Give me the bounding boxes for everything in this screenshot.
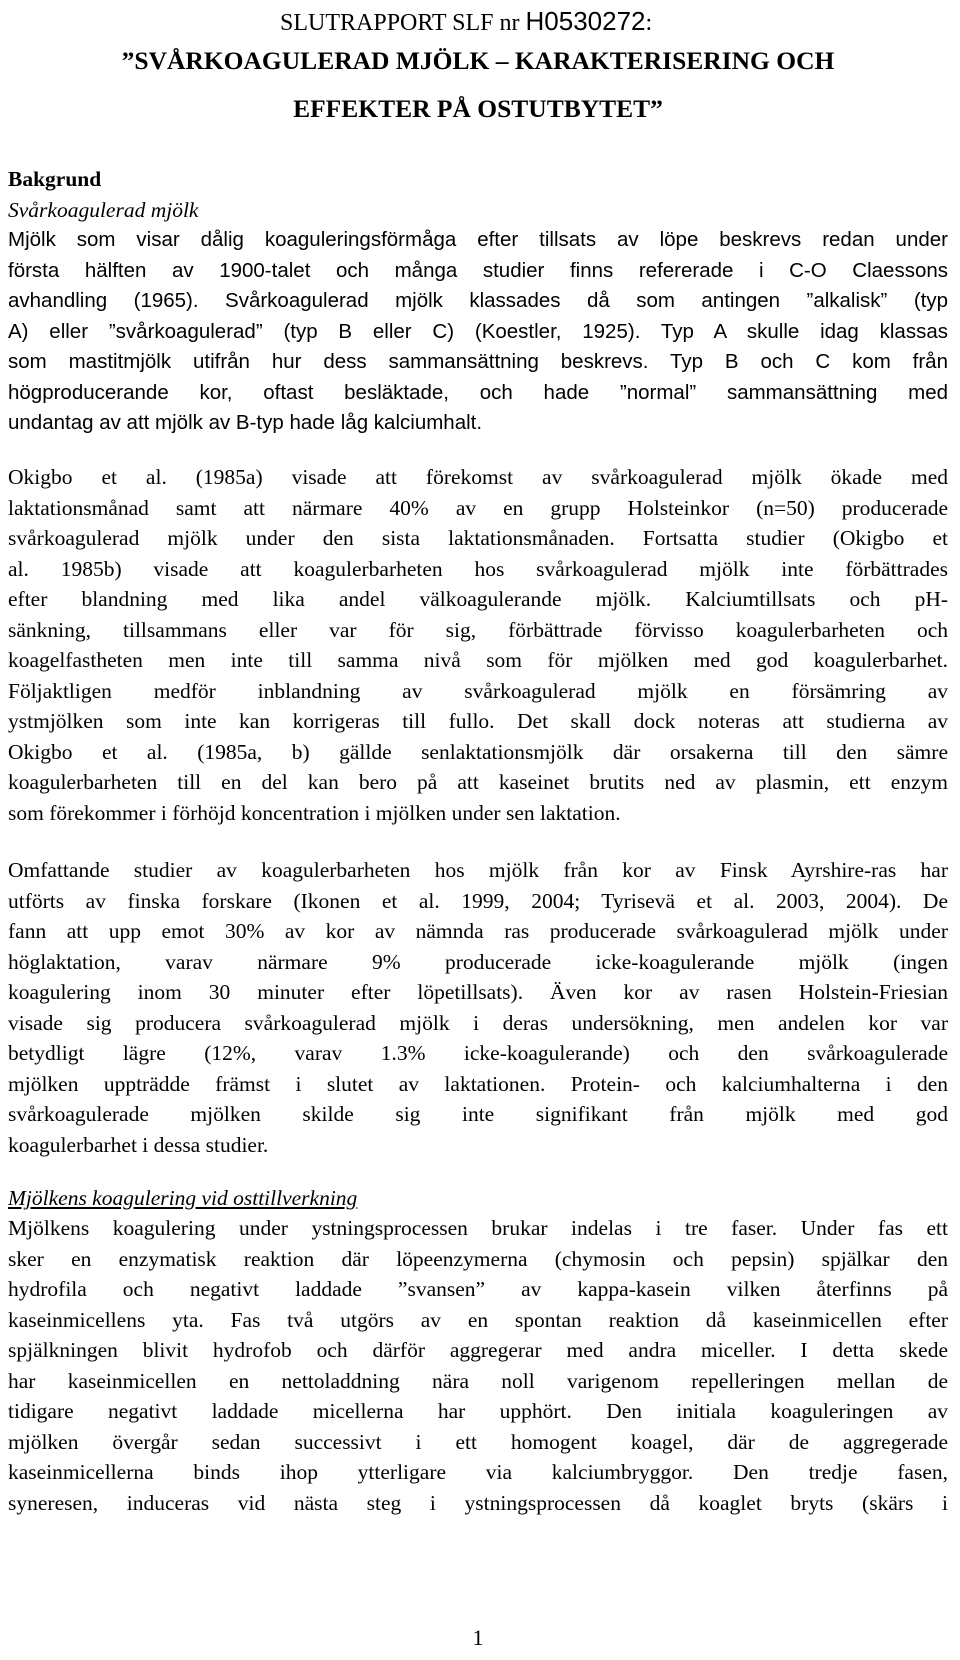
paragraph-3 <box>8 855 948 1160</box>
section-heading: Bakgrund <box>8 167 102 191</box>
paragraph-line: al. 1985b) visade att koagulerbarheten hos svårkoagulerad mjölk inte förbättrades <box>8 556 948 581</box>
paragraph-line: Okigbo et al. (1985a, b) gällde senlaktationsmjölk där orsakerna till den sämre <box>8 739 948 764</box>
paragraph-line: svårkoagulerad mjölk under den sista laktationsmånaden. Fortsatta studier (Okigbo et <box>8 526 948 550</box>
paragraph-line: sänkning, tillsammans eller var för sig, förbättrade förvisso koagulerbarheten och <box>8 617 948 642</box>
paragraph-line: visade sig producera svårkoagulerad mjölk i deras undersökning, men andelen kor var <box>8 1010 948 1035</box>
paragraph-line: syneresen, induceras vid nästa steg i ystningsprocessen då koaglet bryts (skärs i <box>8 1490 948 1515</box>
paragraph-line: Omfattande studier av koagulerbarheten hos mjölk från kor av Finsk Ayrshire-ras har <box>8 858 948 882</box>
paragraph-line: Följaktligen medför inblandning av svårkoagulerad mjölk en försämring av <box>8 678 948 703</box>
paragraph-line: kaseinmicellens yta. Fas två utgörs av en spontan reaktion då kaseinmicellen efter <box>8 1307 948 1332</box>
report-label: SLUTRAPPORT SLF nr <box>280 10 526 36</box>
paragraph-line: höglaktation, varav närmare 9% producerade icke-koagulerande mjölk (ingen <box>8 949 948 974</box>
paragraph-line: Mjölk som visar dålig koaguleringsförmåga efter tillsats av löpe beskrevs redan under <box>8 228 948 251</box>
paragraph-line: Okigbo et al. (1985a) visade att förekomst av svårkoagulerad mjölk ökade med <box>8 465 948 489</box>
report-header <box>280 6 652 37</box>
paragraph-1 <box>8 225 948 439</box>
paragraph-line: tidigare negativt laddade micellerna har upphört. Den initiala koaguleringen av <box>8 1399 948 1423</box>
paragraph-line: A) eller ”svårkoagulerad” (typ B eller C) (Koestler, 1925). Typ A skulle idag klassas <box>8 319 948 343</box>
paragraph-line: hydrofila och negativt laddade ”svansen” av kappa-kasein vilken återfinns på <box>8 1277 948 1301</box>
title-line-1: ”SVÅRKOAGULERAD MJÖLK – KARAKTERISERING OCH <box>121 46 835 75</box>
paragraph-line: koagulering inom 30 minuter efter löpetillsats). Även kor av rasen Holstein-Friesian <box>8 980 948 1004</box>
paragraph-line: betydligt lägre (12%, varav 1.3% icke-koagulerande) och den svårkoagulerade <box>8 1041 948 1065</box>
paragraph-line: mjölken övergår sedan successivt i ett homogent koagel, där de aggregerade <box>8 1429 948 1454</box>
paragraph-line: ystmjölken som inte kan korrigeras till fullo. Det skall dock noteras att studierna av <box>8 709 948 733</box>
report-colon: : <box>645 10 653 36</box>
paragraph-line: koagulerbarhet i dessa studier. <box>8 1132 269 1157</box>
paragraph-line: sker en enzymatisk reaktion där löpeenzymerna (chymosin och pepsin) spjälkar den <box>8 1246 948 1271</box>
paragraph-line: Mjölkens koagulering under ystningsprocessen brukar indelas i tre faser. Under fas ett <box>8 1216 948 1240</box>
paragraph-2 <box>8 462 948 828</box>
paragraph-line: som mastitmjölk utifrån hur dess sammansättning beskrevs. Typ B och C kom från <box>8 350 948 373</box>
section-heading: Mjölkens koagulering vid osttillverkning <box>8 1186 358 1210</box>
paragraph-line: undantag av att mjölk av B-typ hade låg kalciumhalt. <box>8 411 483 434</box>
paragraph-line: kaseinmicellerna binds ihop ytterligare via kalciumbryggor. Den tredje fasen, <box>8 1460 948 1484</box>
title-line-2: EFFEKTER PÅ OSTUTBYTET” <box>293 94 663 123</box>
paragraph-line: svårkoagulerade mjölken skilde sig inte signifikant från mjölk med god <box>8 1102 948 1126</box>
paragraph-line: avhandling (1965). Svårkoagulerad mjölk klassades då som antingen ”alkalisk” (typ <box>8 289 948 312</box>
report-number: H0530272 <box>525 6 646 36</box>
paragraph-line: högproducerande kor, oftast besläktade, och hade ”normal” sammansättning med <box>8 380 948 404</box>
paragraph-line: har kaseinmicellen en nettoladdning nära noll varigenom repelleringen mellan de <box>8 1368 948 1393</box>
section-subheading: Svårkoagulerad mjölk <box>8 197 199 222</box>
paragraph-line: första hälften av 1900-talet och många studier finns refererade i C-O Claessons <box>8 258 948 282</box>
paragraph-line: koagelfastheten men inte till samma nivå som för mjölken med god koagulerbarhet. <box>8 648 948 672</box>
paragraph-line: mjölken uppträdde främst i slutet av laktationen. Protein- och kalciumhalterna i den <box>8 1071 948 1096</box>
section-bakgrund <box>8 164 948 225</box>
paragraph-line: som förekommer i förhöjd koncentration i mjölken under sen laktation. <box>8 800 621 825</box>
paragraph-line: spjälkningen blivit hydrofob och därför aggregerar med andra miceller. I detta skede <box>8 1338 948 1362</box>
paragraph-line: efter blandning med lika andel välkoagulerande mjölk. Kalciumtillsats och pH- <box>8 587 948 611</box>
paragraph-line: utförts av finska forskare (Ikonen et al. 1999, 2004; Tyrisevä et al. 2003, 2004). De <box>8 888 948 913</box>
page-number: 1 <box>472 1625 484 1650</box>
paragraph-line: laktationsmånad samt att närmare 40% av en grupp Holsteinkor (n=50) producerade <box>8 495 948 520</box>
section-koagulering <box>8 1183 948 1214</box>
paragraph-4 <box>8 1213 948 1518</box>
paragraph-line: fann att upp emot 30% av kor av nämnda ras producerade svårkoagulerad mjölk under <box>8 919 948 943</box>
paragraph-line: koagulerbarheten till en del kan bero på att kaseinet brutits ned av plasmin, ett enzym <box>8 770 948 794</box>
